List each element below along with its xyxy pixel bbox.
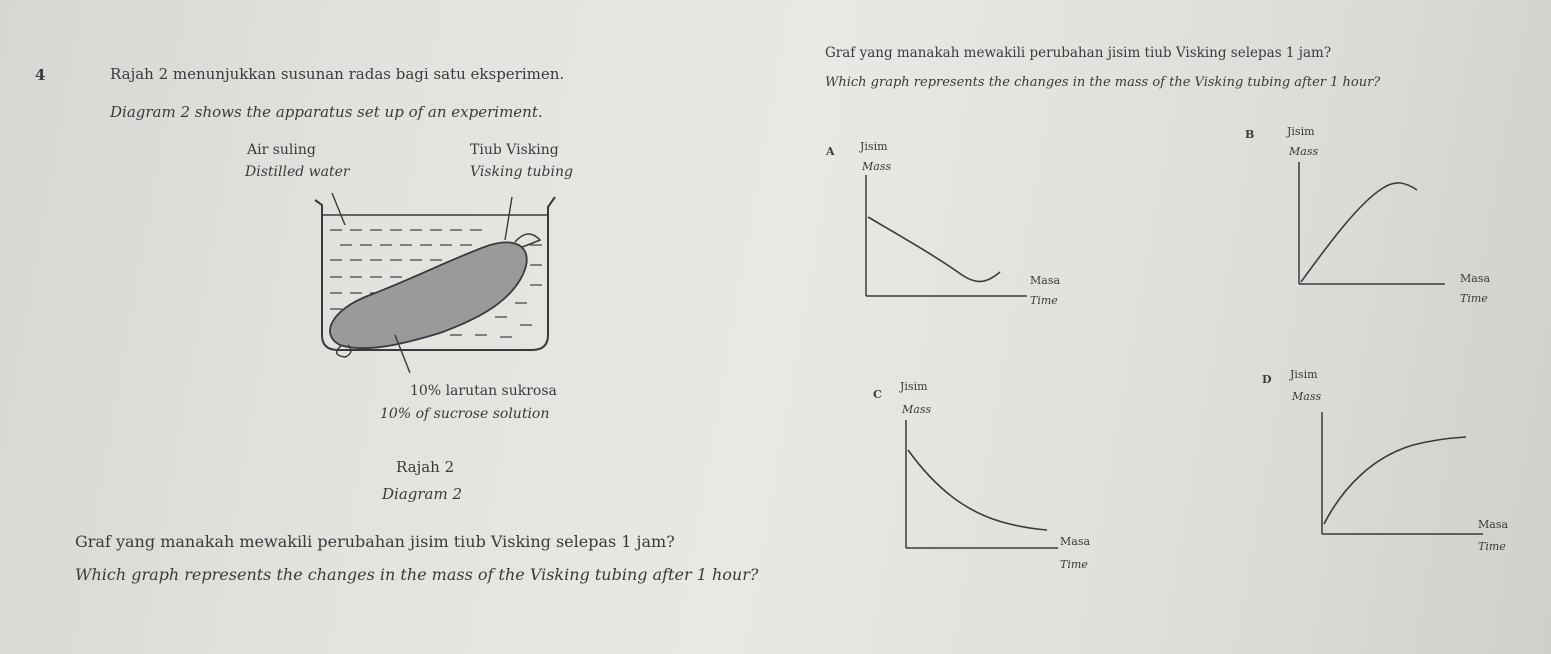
visking-tubing [330, 242, 527, 348]
diagram-caption-en: Diagram 2 [382, 485, 463, 503]
option-d-graph[interactable] [1318, 412, 1488, 538]
option-c-letter[interactable]: C [873, 388, 882, 401]
pointer-tubing [505, 197, 512, 240]
option-c-x-label-ms: Masa [1060, 535, 1091, 548]
bottom-question-ms: Graf yang manakah mewakili perubahan jisim tiub Visking selepas 1 jam? [75, 532, 675, 551]
option-d-curve [1324, 437, 1466, 524]
option-b-graph[interactable] [1295, 162, 1465, 292]
label-sucrose-ms: 10% larutan sukrosa [410, 383, 557, 399]
option-d-x-label-en: Time [1478, 540, 1506, 553]
option-d-letter[interactable]: D [1262, 373, 1272, 386]
pointer-water [332, 193, 345, 225]
option-b-x-label-en: Time [1460, 292, 1488, 305]
label-distilled-water-ms: Air suling [247, 142, 316, 158]
bottom-question-en: Which graph represents the changes in the mass of the Visking tubing after 1 hour? [75, 565, 759, 584]
label-distilled-water-en: Distilled water [245, 164, 350, 180]
option-c-y-label-en: Mass [902, 403, 932, 416]
option-a-curve [868, 217, 1000, 281]
option-a-y-label-ms: Jisim [860, 140, 888, 153]
option-c-x-label-en: Time [1060, 558, 1088, 571]
option-d-y-label-en: Mass [1292, 390, 1322, 403]
option-b-x-label-ms: Masa [1460, 272, 1491, 285]
option-b-y-label-ms: Jisim [1287, 125, 1315, 138]
question-intro-en: Diagram 2 shows the apparatus set up of an experiment. [110, 103, 543, 121]
right-question-en: Which graph represents the changes in the mass of the Visking tubing after 1 hour? [825, 75, 1381, 90]
option-a-y-label-en: Mass [862, 160, 892, 173]
question-number: 4 [35, 66, 46, 84]
option-a-graph[interactable] [862, 175, 1032, 305]
label-sucrose-en: 10% of sucrose solution [380, 406, 550, 422]
diagram-caption-ms: Rajah 2 [396, 458, 455, 476]
option-b-curve [1301, 183, 1417, 282]
option-d-y-label-ms: Jisim [1290, 368, 1318, 381]
option-c-graph[interactable] [902, 420, 1062, 552]
label-visking-tubing-en: Visking tubing [470, 164, 573, 180]
right-question-ms: Graf yang manakah mewakili perubahan jisim tiub Visking selepas 1 jam? [825, 45, 1332, 61]
label-visking-tubing-ms: Tiub Visking [470, 142, 559, 158]
option-a-letter[interactable]: A [826, 145, 835, 158]
question-intro-ms: Rajah 2 menunjukkan susunan radas bagi satu eksperimen. [110, 65, 565, 83]
option-c-curve [908, 450, 1047, 530]
option-d-x-label-ms: Masa [1478, 518, 1509, 531]
option-b-letter[interactable]: B [1245, 128, 1255, 141]
option-c-y-label-ms: Jisim [900, 380, 928, 393]
apparatus-diagram [300, 185, 570, 385]
option-b-y-label-en: Mass [1289, 145, 1319, 158]
option-a-x-label-ms: Masa [1030, 274, 1061, 287]
option-a-x-label-en: Time [1030, 294, 1058, 307]
